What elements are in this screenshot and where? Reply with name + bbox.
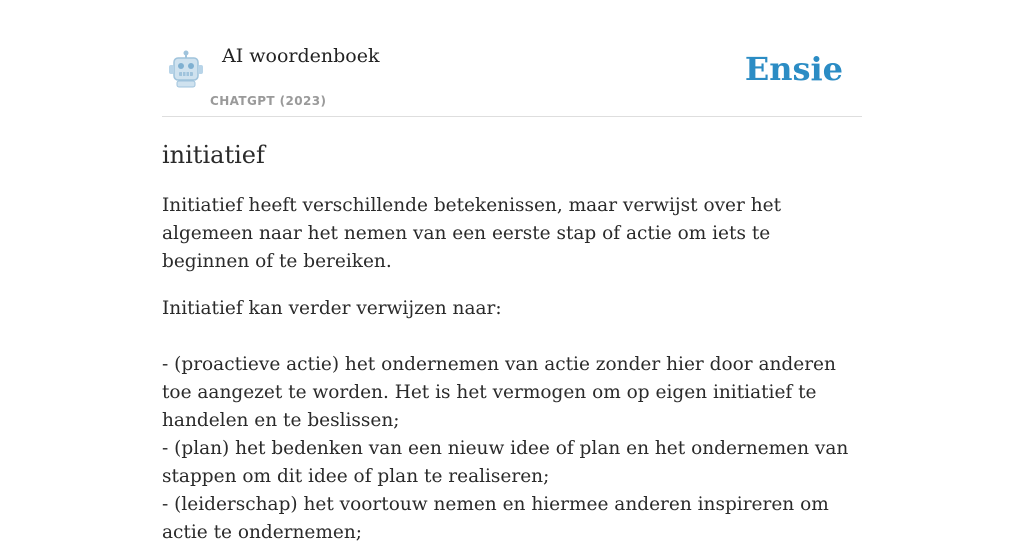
meaning-list [162, 351, 862, 547]
dictionary-header [162, 0, 862, 117]
list-item: - (proactieve actie) het ondernemen van actie zonder hier door anderen toe aangezet te worden. Het is het vermogen om op eigen initiatief te handelen en te beslissen; [162, 354, 836, 431]
list-item: - (plan) het bedenken van een nieuw idee of plan en het ondernemen van stappen om dit idee of plan te realiseren; [162, 438, 849, 487]
entry-content [162, 138, 862, 547]
entry-definition: Initiatief heeft verschillende betekenissen, maar verwijst over het algemeen naar het nemen van een eerste stap of actie om iets te beginnen of te bereiken. [162, 195, 782, 272]
robot-icon [166, 50, 206, 90]
dictionary-title[interactable]: AI woordenboek [222, 45, 380, 67]
brand-logo[interactable]: Ensie [744, 50, 843, 88]
entry-intro: Initiatief kan verder verwijzen naar: [162, 298, 502, 319]
source-label: CHATGPT (2023) [210, 94, 327, 108]
entry-headword: initiatief [162, 141, 265, 169]
list-item: - (leiderschap) het voortouw nemen en hiermee anderen inspireren om actie te ondernemen; [162, 494, 829, 543]
